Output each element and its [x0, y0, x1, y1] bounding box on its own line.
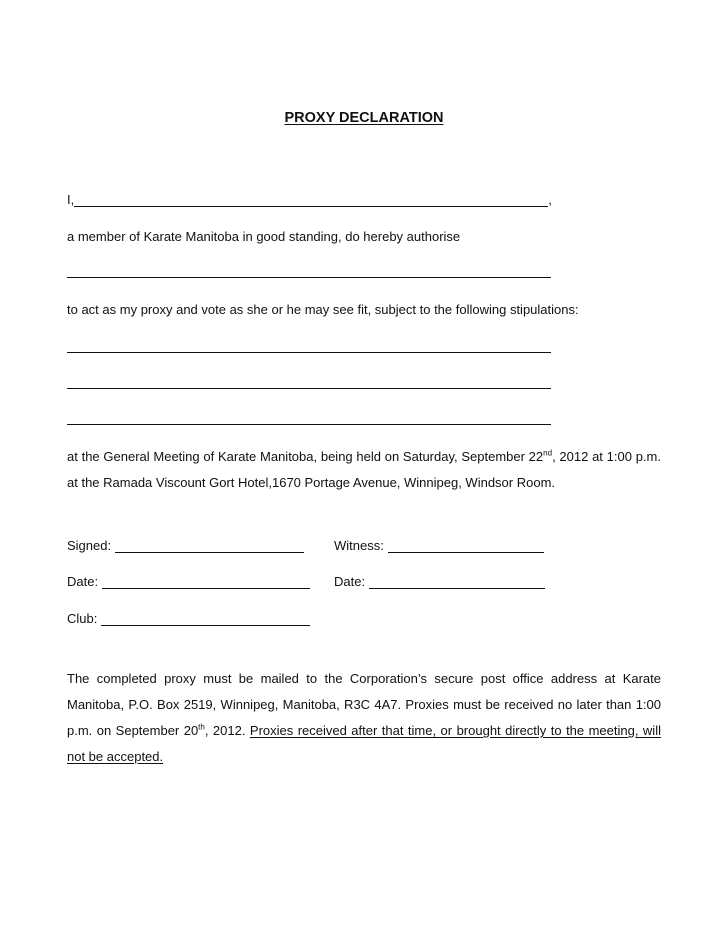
stipulation-line-2: [67, 376, 551, 389]
footer-sup: th: [198, 722, 205, 732]
stipulation-blank-2[interactable]: [67, 376, 551, 389]
meeting-text-2: , 2012 at 1:00 p.m. at the Ramada Viscount Gort Hotel,1670 Portage Avenue, Winnipeg, Windsor Room.: [67, 449, 661, 490]
proxy-name-line: [67, 265, 551, 278]
footer-text-1: The completed proxy must be mailed to the Corporation’s secure post office address at Karate Manitoba, P.O. Box 2519, Winnipeg, Manitoba, R3C 4A7. Proxies must be received no later than 1:00 p.m. on September 20: [67, 671, 661, 738]
footer-text-2: , 2012.: [204, 723, 250, 738]
club-blank[interactable]: [101, 613, 310, 626]
footer-paragraph: [67, 666, 661, 770]
witness-label: Witness:: [334, 538, 384, 553]
stipulation-line-3: [67, 412, 551, 425]
proxy-name-blank[interactable]: [67, 265, 551, 278]
stipulation-line-1: [67, 340, 551, 353]
date-label-1: Date:: [67, 574, 99, 589]
signed-field: [67, 538, 304, 553]
date-blank-2[interactable]: [369, 576, 545, 589]
proxy-statement: to act as my proxy and vote as she or he may see fit, subject to the following stipulations:: [67, 302, 579, 317]
club-field: [67, 611, 310, 626]
date-field-1: [67, 574, 310, 589]
witness-field: [334, 538, 544, 553]
meeting-paragraph: [67, 444, 661, 496]
date-blank-1[interactable]: [102, 576, 310, 589]
signed-label: Signed:: [67, 538, 112, 553]
date-label-2: Date:: [334, 574, 366, 589]
name-suffix: ,: [548, 192, 552, 207]
date-field-2: [334, 574, 545, 589]
meeting-sup: nd: [543, 448, 553, 458]
name-blank[interactable]: [74, 194, 548, 207]
name-line: [67, 192, 552, 207]
meeting-text-1: at the General Meeting of Karate Manitoba, being held on Saturday, September 22: [67, 449, 544, 464]
page-title: PROXY DECLARATION: [284, 110, 444, 126]
name-prefix: I,: [67, 192, 75, 207]
signed-blank[interactable]: [115, 540, 304, 553]
stipulation-blank-1[interactable]: [67, 340, 551, 353]
footer-underlined-notice: Proxies received after that time, or brought directly to the meeting, will not be accepted.: [67, 723, 661, 764]
witness-blank[interactable]: [388, 540, 544, 553]
member-statement: a member of Karate Manitoba in good standing, do hereby authorise: [67, 229, 461, 244]
stipulation-blank-3[interactable]: [67, 412, 551, 425]
club-label: Club:: [67, 611, 98, 626]
